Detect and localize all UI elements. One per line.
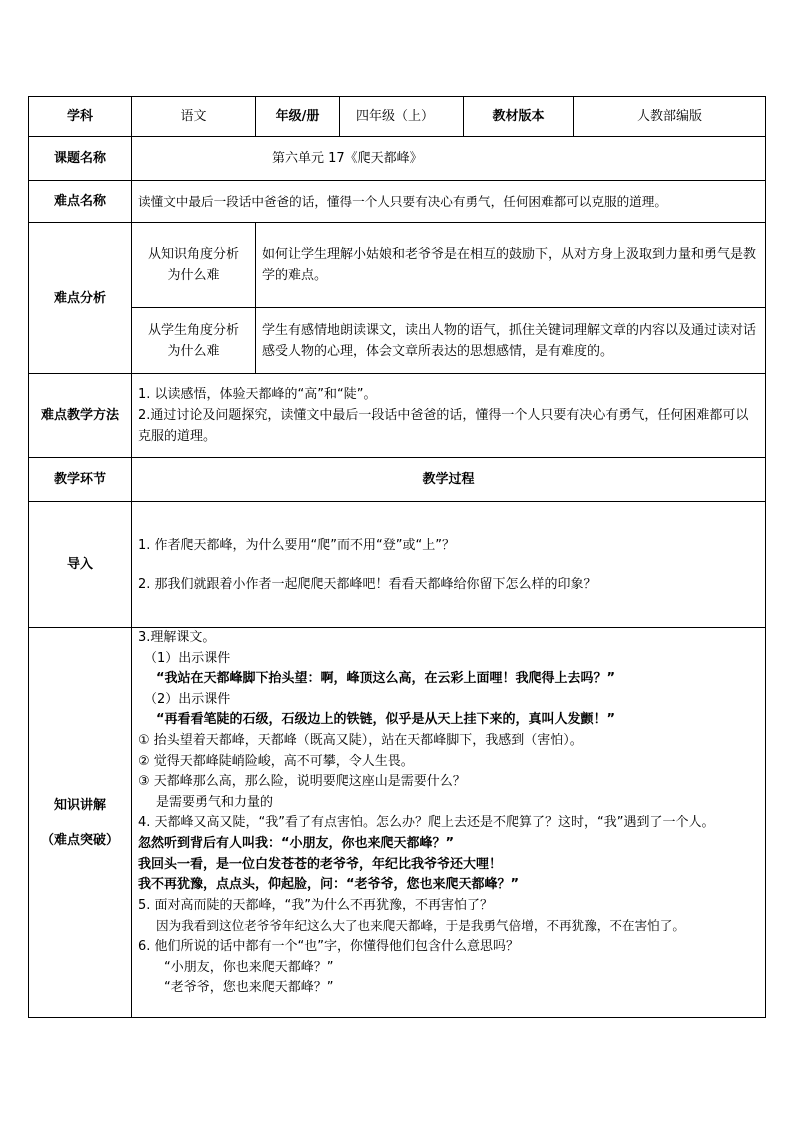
knowledge-line: “小朋友，你也来爬天都峰？” xyxy=(164,959,334,975)
methods-label: 难点教学方法 xyxy=(29,374,132,458)
knowledge-quote: 忽然听到背后有人叫我：“小朋友，你也来爬天都峰？” xyxy=(138,835,455,851)
methods-line-2: 2.通过讨论及问题探究，读懂文中最后一段话中爸爸的话，懂得一个人只要有决心有勇气，任何困难都可以克服的道理。 xyxy=(138,408,749,444)
topic-text: 第六单元 17《爬天都峰》 xyxy=(272,151,423,166)
analysis-row-knowledge xyxy=(29,223,766,308)
knowledge-angle-label xyxy=(132,223,256,308)
knowledge-quote: 我不再犹豫，点点头，仰起脸，问：“老爷爷，您也来爬天都峰？” xyxy=(138,877,520,893)
knowledge-quote: “我站在天都峰脚下抬头望：啊，峰顶这么高，在云彩上面哩！我爬得上去吗？” xyxy=(156,671,616,687)
difficulty-name-label: 难点名称 xyxy=(29,181,132,223)
process-label: 教学过程 xyxy=(132,458,766,502)
difficulty-name-value: 读懂文中最后一段话中爸爸的话，懂得一个人只要有决心有勇气，任何困难都可以克服的道理。 xyxy=(132,181,766,223)
knowledge-label xyxy=(29,628,132,1018)
topic-value xyxy=(132,137,766,181)
intro-question-2: 2. 那我们就跟着小作者一起爬爬天都峰吧！看看天都峰给你留下怎么样的印象？ xyxy=(138,576,597,592)
topic-label: 课题名称 xyxy=(29,137,132,181)
knowledge-line: （2）出示课件 xyxy=(144,691,231,707)
knowledge-row xyxy=(29,628,766,1018)
knowledge-line: ① 抬头望着天都峰，天都峰（既高又陡），站在天都峰脚下，我感到（害怕）。 xyxy=(138,732,583,748)
difficulty-name-row xyxy=(29,181,766,223)
student-angle-label-line1: 从学生角度分析 xyxy=(147,322,239,338)
knowledge-line: 4. 天都峰又高又陡，“我”看了有点害怕。怎么办？爬上去还是不爬算了？这时，“我”遇到了一个人。 xyxy=(138,815,715,831)
subject-label: 学科 xyxy=(29,97,132,137)
knowledge-line: “老爷爷，您也来爬天都峰？” xyxy=(164,980,334,996)
knowledge-angle-label-line1: 从知识角度分析 xyxy=(147,247,239,262)
knowledge-label-gap xyxy=(35,816,125,830)
grade-value: 四年级（上） xyxy=(340,97,464,137)
knowledge-line: （1）出示课件 xyxy=(144,650,231,666)
knowledge-line: ③ 天都峰那么高，那么险，说明要爬这座山是需要什么？ xyxy=(138,774,466,790)
intro-gap xyxy=(138,556,759,574)
knowledge-label-line2: （难点突破） xyxy=(40,832,119,848)
topic-row xyxy=(29,137,766,181)
knowledge-label-line1: 知识讲解 xyxy=(53,797,106,813)
knowledge-angle-label-line2: 为什么难 xyxy=(167,268,220,283)
intro-label: 导入 xyxy=(29,502,132,628)
intro-question-1: 1. 作者爬天都峰，为什么要用“爬”而不用“登”或“上”？ xyxy=(138,537,455,553)
knowledge-quote: “再看看笔陡的石级，石级边上的铁链，似乎是从天上挂下来的，真叫人发颤！” xyxy=(156,712,616,728)
student-angle-label-line2: 为什么难 xyxy=(167,343,220,359)
subject-value: 语文 xyxy=(132,97,256,137)
knowledge-quote: 我回头一看，是一位白发苍苍的老爷爷，年纪比我爷爷还大哩！ xyxy=(138,856,503,872)
knowledge-line: 是需要勇气和力量的 xyxy=(156,794,274,810)
student-angle-text: 学生有感情地朗读课文，读出人物的语气，抓住关键词理解文章的内容以及通过读对话感受人物的心理，体会文章所表达的思想感情，是有难度的。 xyxy=(256,308,766,374)
difficulty-analysis-label: 难点分析 xyxy=(29,223,132,374)
intro-content xyxy=(132,502,766,628)
methods-content xyxy=(132,374,766,458)
intro-row xyxy=(29,502,766,628)
knowledge-line: 3.理解课文。 xyxy=(138,630,216,645)
student-angle-label xyxy=(132,308,256,374)
knowledge-angle-text: 如何让学生理解小姑娘和老爷爷是在相互的鼓励下，从对方身上汲取到力量和勇气是教学的难点。 xyxy=(256,223,766,308)
lesson-plan-table xyxy=(28,96,766,1018)
knowledge-content xyxy=(132,628,766,1018)
knowledge-line: 5. 面对高而陡的天都峰，“我”为什么不再犹豫，不再害怕了？ xyxy=(138,897,494,913)
methods-row xyxy=(29,374,766,458)
knowledge-line: 因为我看到这位老爷爷年纪这么大了也来爬天都峰，于是我勇气倍增，不再犹豫，不在害怕了。 xyxy=(156,918,685,934)
grade-label: 年级/册 xyxy=(256,97,340,137)
edition-label: 教材版本 xyxy=(464,97,574,137)
process-header-row xyxy=(29,458,766,502)
methods-line-1: 1. 以读感悟，体验天都峰的“高”和“陡”。 xyxy=(138,387,377,402)
edition-value: 人教部编版 xyxy=(574,97,766,137)
analysis-row-student xyxy=(29,308,766,374)
header-row xyxy=(29,97,766,137)
stage-label: 教学环节 xyxy=(29,458,132,502)
knowledge-line: 6. 他们所说的话中都有一个“也”字，你懂得他们包含什么意思吗？ xyxy=(138,938,520,954)
knowledge-line: ② 觉得天都峰陡峭险峻，高不可攀，令人生畏。 xyxy=(138,753,414,769)
